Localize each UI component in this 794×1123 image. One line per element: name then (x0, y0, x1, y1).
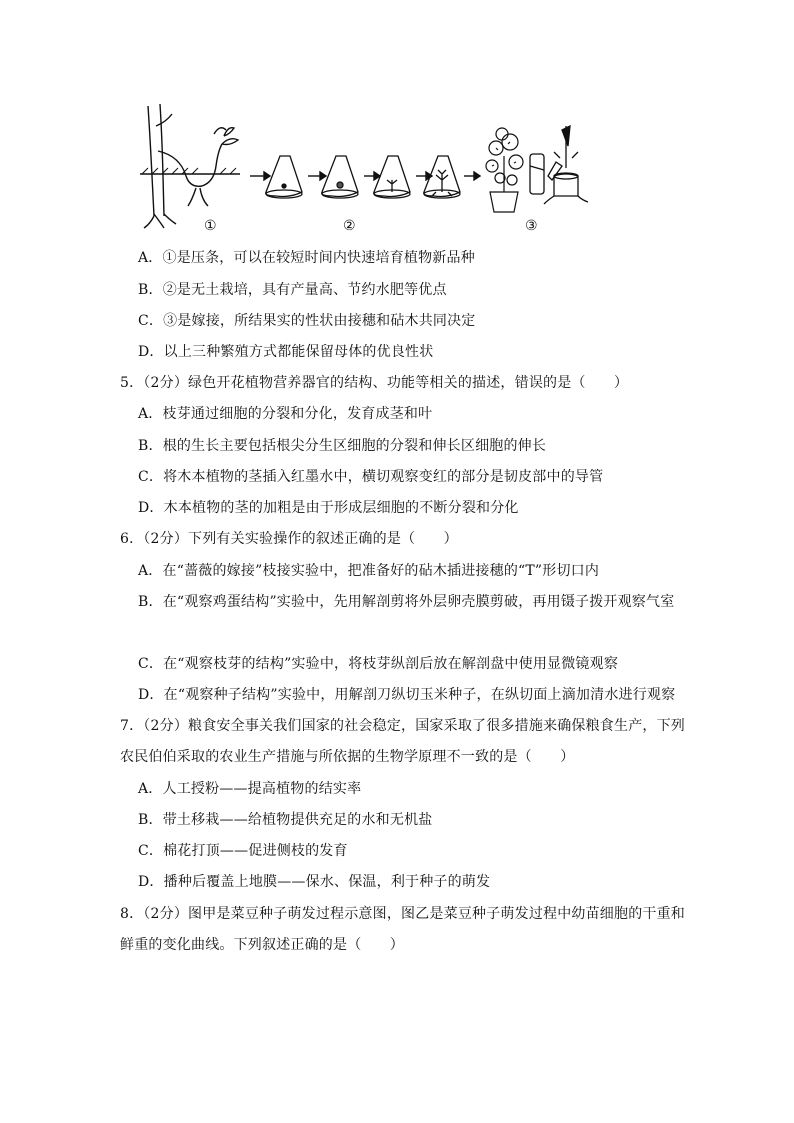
q5-option-b: B．根的生长主要包括根尖分生区细胞的分裂和伸长区细胞的伸长 (138, 438, 547, 454)
q8-stem-line2: 鲜重的变化曲线。下列叙述正确的是（ ） (120, 937, 404, 953)
layering-illustration (140, 104, 240, 228)
figure-label-3: ③ (525, 218, 538, 234)
q8-stem-line1: 8．（2分）图甲是菜豆种子萌发过程示意图，图乙是菜豆种子萌发过程中幼苗细胞的干重和 (120, 906, 686, 922)
q6-option-b: B．在“观察鸡蛋结构”实验中，先用解剖剪将外层卵壳膜剪破，再用镊子拨开观察气室 (138, 594, 675, 610)
q7-option-a: A．人工授粉——提高植物的结实率 (138, 781, 362, 797)
q6-option-c: C．在“观察枝芽的结构”实验中，将枝芽纵剖后放在解剖盘中使用显微镜观察 (138, 656, 619, 672)
q7-stem-line1: 7．（2分）粮食安全事关我们国家的社会稳定，国家采取了很多措施来确保粮食生产，下列 (120, 718, 686, 734)
q6-option-d: D．在“观察种子结构”实验中，用解剖刀纵切玉米种子，在纵切面上滴加清水进行观察 (138, 687, 676, 703)
tissue-culture-illustration (266, 156, 302, 198)
q5-stem: 5．（2分）绿色开花植物营养器官的结构、功能等相关的描述，错误的是（ ） (120, 375, 629, 391)
q5-option-c: C．将木本植物的茎插入红墨水中，横切观察变红的部分是韧皮部中的导管 (138, 469, 604, 485)
figure-label-2: ② (343, 218, 356, 234)
q5-option-a: A．枝芽通过细胞的分裂和分化，发育成茎和叶 (138, 406, 433, 422)
grafting-illustration (530, 126, 588, 204)
q7-option-c: C．棉花打顶——促进侧枝的发育 (138, 843, 348, 859)
q4-option-c: C．③是嫁接，所结果实的性状由接穗和砧木共同决定 (138, 313, 476, 329)
potted-plant-illustration (486, 128, 523, 212)
q4-option-d: D．以上三种繁殖方式都能保留母体的优良性状 (138, 344, 434, 360)
figure-label-1: ① (204, 218, 217, 234)
arrow-icon (250, 172, 270, 180)
q7-stem-line2: 农民伯伯采取的农业生产措施与所依据的生物学原理不一致的是（ ） (120, 749, 575, 765)
propagation-figure (130, 96, 590, 238)
q7-option-d: D．播种后覆盖上地膜——保水、保温，利于种子的萌发 (138, 874, 491, 890)
q7-option-b: B．带土移栽——给植物提供充足的水和无机盐 (138, 812, 433, 828)
q4-option-a: A．①是压条，可以在较短时间内快速培育植物新品种 (138, 250, 475, 266)
q6-option-a: A．在“蔷薇的嫁接”枝接实验中，把准备好的砧木插进接穗的“T”形切口内 (138, 563, 600, 579)
q5-option-d: D．木本植物的茎的加粗是由于形成层细胞的不断分裂和分化 (138, 500, 519, 516)
q4-option-b: B．②是无土栽培，具有产量高、节约水肥等优点 (138, 282, 447, 298)
q6-stem: 6．（2分）下列有关实验操作的叙述正确的是（ ） (120, 531, 458, 547)
